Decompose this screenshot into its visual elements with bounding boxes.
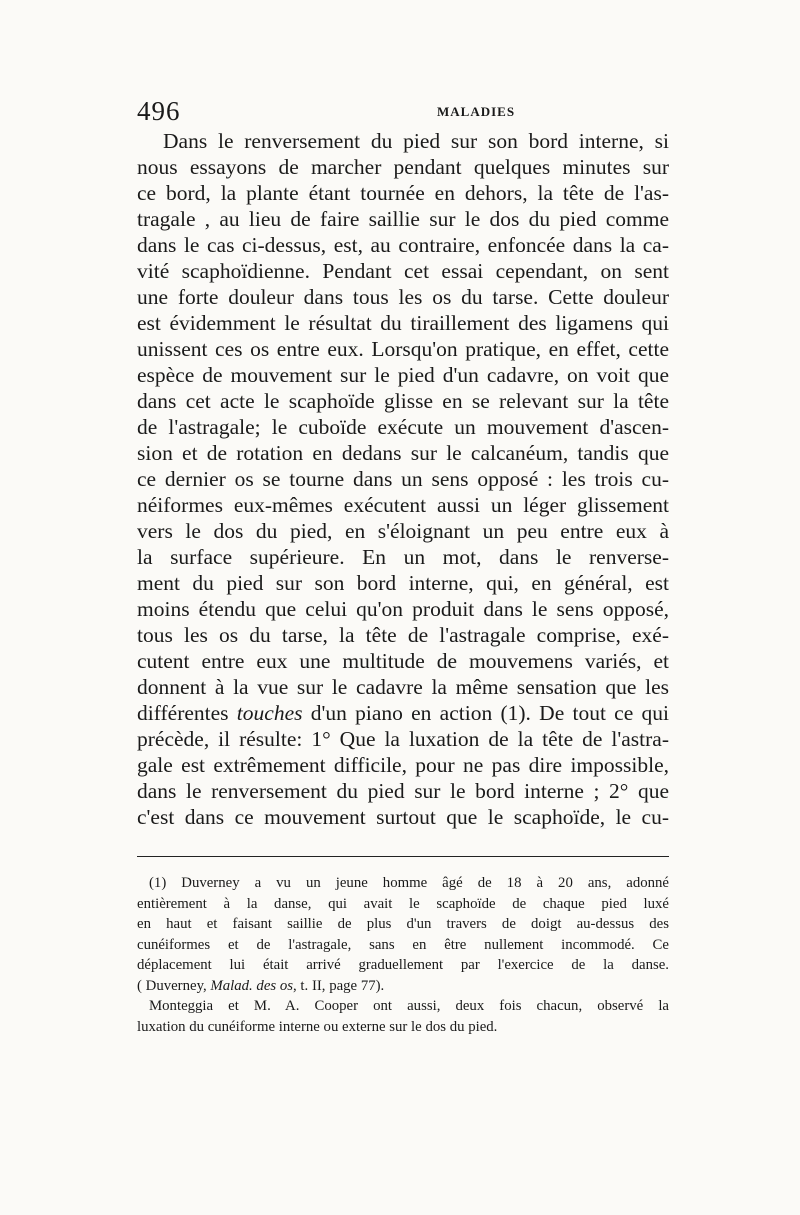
text-fragment: , t. II, page 77). bbox=[293, 977, 385, 994]
footnote-line: luxation du cunéiforme interne ou externe sur le dos du pied. bbox=[137, 1018, 498, 1035]
italic-text: touches bbox=[236, 701, 303, 725]
running-title: MALADIES bbox=[437, 104, 516, 119]
text-line: ce bord, la plante étant tournée en dehors, la tête de l'as- bbox=[137, 181, 669, 205]
text-fragment: ( Duverney, bbox=[137, 977, 211, 994]
footnote-divider bbox=[137, 856, 669, 857]
footnote-reference bbox=[137, 976, 669, 997]
text-line: moins étendu que celui qu'on produit dans le sens opposé, bbox=[137, 597, 669, 621]
footnote-line: cunéiformes et de l'astragale, sans en être nullement incommodé. Ce bbox=[137, 936, 669, 953]
text-line: Dans le renversement du pied sur son bord interne, si bbox=[163, 129, 669, 153]
text-line: vité scaphoïdienne. Pendant cet essai cependant, on sent bbox=[137, 259, 669, 283]
italic-text: Malad. des os bbox=[210, 977, 294, 994]
footnote-line: Monteggia et M. A. Cooper ont aussi, deux fois chacun, observé la bbox=[149, 998, 669, 1014]
footnote-line: déplacement lui était arrivé graduellement par l'exercice de la danse. bbox=[137, 957, 669, 973]
text-line: dans le cas ci-dessus, est, au contraire, enfoncée dans la ca- bbox=[137, 233, 669, 257]
footnote-line: (1) Duverney a vu un jeune homme âgé de 18 à 20 ans, adonné bbox=[149, 875, 669, 891]
text-line: est évidemment le résultat du tiraillement des ligamens qui bbox=[137, 311, 669, 335]
footnotes bbox=[137, 873, 669, 1037]
text-line: dans le renversement du pied sur le bord interne ; 2° que bbox=[137, 779, 669, 803]
text-line: nous essayons de marcher pendant quelques minutes sur bbox=[137, 155, 669, 179]
page-header bbox=[137, 96, 667, 126]
page-number: 496 bbox=[137, 96, 181, 126]
text-line: précède, il résulte: 1° Que la luxation de la tête de l'astra- bbox=[137, 727, 669, 751]
text-line: une forte douleur dans tous les os du tarse. Cette douleur bbox=[137, 285, 669, 309]
text-line: tous les os du tarse, la tête de l'astragale comprise, exé- bbox=[137, 623, 669, 647]
text-line: cutent entre eux une multitude de mouvemens variés, et bbox=[137, 649, 669, 673]
text-line: tragale , au lieu de faire saillie sur le dos du pied comme bbox=[137, 207, 669, 231]
text-line: unissent ces os entre eux. Lorsqu'on pratique, en effet, cette bbox=[137, 337, 669, 361]
text-fragment: différentes bbox=[137, 701, 237, 725]
main-text bbox=[137, 128, 669, 830]
text-line: espèce de mouvement sur le pied d'un cadavre, on voit que bbox=[137, 363, 669, 387]
text-line: ce dernier os se tourne dans un sens opposé : les trois cu- bbox=[137, 467, 669, 491]
text-line: donnent à la vue sur le cadavre la même sensation que les bbox=[137, 675, 669, 699]
text-fragment: d'un piano en action (1). De tout ce qui bbox=[302, 701, 669, 725]
text-line-footnote-ref bbox=[137, 700, 669, 726]
text-line: la surface supérieure. En un mot, dans le renverse- bbox=[137, 545, 669, 569]
text-line: c'est dans ce mouvement surtout que le scaphoïde, le cu- bbox=[137, 805, 669, 829]
text-line: néiformes eux-mêmes exécutent aussi un léger glissement bbox=[137, 493, 669, 517]
footnote-line: entièrement à la danse, qui avait le scaphoïde de chaque pied luxé bbox=[137, 895, 669, 912]
text-line: sion et de rotation en dedans sur le calcanéum, tandis que bbox=[137, 441, 669, 465]
text-line: ment du pied sur son bord interne, qui, en général, est bbox=[137, 571, 669, 595]
footnote-line: en haut et faisant saillie de plus d'un travers de doigt au-dessus des bbox=[137, 916, 669, 932]
text-line: dans cet acte le scaphoïde glisse en se relevant sur la tête bbox=[137, 389, 669, 413]
text-line: vers le dos du pied, en s'éloignant un peu entre eux à bbox=[137, 519, 669, 543]
text-line: gale est extrêmement difficile, pour ne pas dire impossible, bbox=[137, 753, 669, 777]
text-line: de l'astragale; le cuboïde exécute un mouvement d'ascen- bbox=[137, 415, 669, 439]
